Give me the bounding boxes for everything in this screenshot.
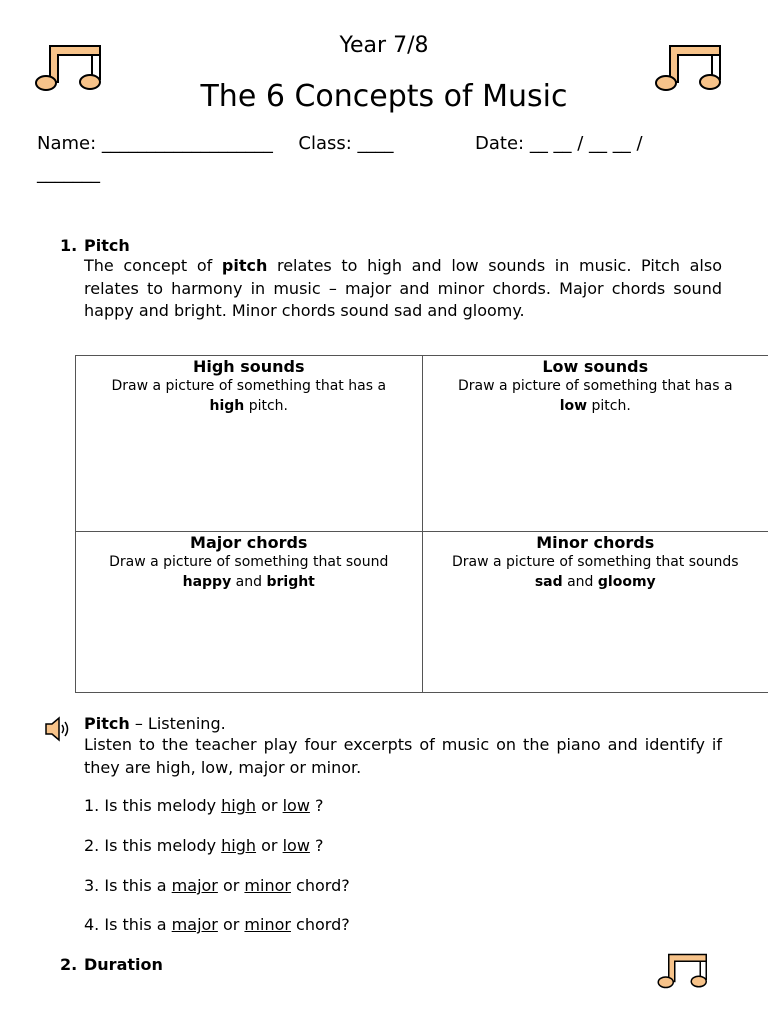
answer-option[interactable]: low (282, 836, 310, 855)
name-label: Name: (37, 133, 97, 154)
listening-instructions: Listen to the teacher play four excerpts of music on the piano and identify if they are high, low, major or minor. (84, 735, 722, 777)
music-note-icon (656, 950, 710, 992)
answer-option[interactable]: high (221, 836, 257, 855)
cell-bold: happy (182, 574, 232, 590)
cell-instructions (80, 376, 418, 416)
page-title: The 6 Concepts of Music (200, 79, 568, 114)
date-label: Date: (475, 133, 525, 154)
question-text: ? (309, 836, 324, 855)
question (84, 876, 350, 895)
section-number: 2. (60, 955, 78, 974)
listening-bold: Pitch (84, 714, 130, 733)
student-info-line (37, 133, 643, 154)
pitch-desc-text: The concept of (84, 256, 222, 275)
answer-option[interactable]: high (221, 796, 257, 815)
cell-bold: low (559, 398, 588, 414)
cell-bold: gloomy (597, 574, 656, 590)
cell-text: Draw a picture of something that has a (457, 378, 733, 394)
listening-heading (84, 714, 226, 733)
answer-option[interactable]: minor (244, 876, 291, 895)
question-text: 3. Is this a (84, 876, 172, 895)
listening-rest: – Listening. (129, 714, 226, 733)
class-blank: ____ (357, 133, 394, 154)
year-heading: Year 7/8 (339, 33, 429, 58)
speaker-icon[interactable] (44, 716, 72, 742)
answer-option[interactable]: low (282, 796, 310, 815)
drawing-grid (75, 355, 768, 693)
cell-bold: sad (534, 574, 563, 590)
section-title-pitch: Pitch (84, 236, 130, 255)
date-blank: __ __ / __ __ / (529, 133, 643, 154)
cell-text: pitch. (587, 398, 631, 414)
cell-instructions (80, 552, 418, 592)
cell-text: and (231, 574, 267, 590)
section-title-duration: Duration (84, 955, 163, 974)
date-year-blank: _______ (37, 163, 100, 184)
question (84, 836, 324, 855)
minor-chords-cell[interactable] (422, 532, 768, 693)
answer-option[interactable]: minor (244, 915, 291, 934)
cell-bold: high (209, 398, 245, 414)
question-text: 2. Is this melody (84, 836, 222, 855)
major-chords-cell[interactable] (76, 532, 423, 693)
pitch-description (84, 255, 722, 323)
question-text: chord? (290, 876, 350, 895)
high-sounds-cell[interactable] (76, 356, 423, 532)
question-text: or (256, 796, 283, 815)
answer-option[interactable]: major (171, 876, 218, 895)
cell-text: and (562, 574, 598, 590)
question (84, 796, 324, 815)
question-text: 4. Is this a (84, 915, 172, 934)
cell-text: pitch. (244, 398, 288, 414)
class-label: Class: (298, 133, 352, 154)
question-text: or (217, 915, 245, 934)
cell-text: Draw a picture of something that has a (111, 378, 387, 394)
cell-text: Draw a picture of something that sound (109, 554, 389, 570)
cell-instructions (427, 552, 765, 592)
question-text: chord? (290, 915, 350, 934)
question-text: or (256, 836, 283, 855)
cell-title: Major chords (190, 533, 308, 552)
cell-title: Low sounds (542, 357, 649, 376)
pitch-desc-text: relates to high and low sounds in music. Pitch also relates to harmony in music – major and minor chords. Major chords sound happy and bright. Minor chords sound sad and gloomy. (84, 256, 723, 320)
question-text: ? (309, 796, 324, 815)
cell-title: High sounds (192, 357, 305, 376)
answer-option[interactable]: major (171, 915, 218, 934)
question (84, 915, 350, 934)
cell-instructions (427, 376, 765, 416)
cell-text: Draw a picture of something that sounds (451, 554, 739, 570)
section-number: 1. (60, 236, 78, 255)
question-text: 1. Is this melody (84, 796, 222, 815)
pitch-desc-bold: pitch (221, 256, 268, 275)
cell-bold: bright (266, 574, 315, 590)
name-blank: ___________________ (101, 133, 273, 154)
question-text: or (217, 876, 245, 895)
low-sounds-cell[interactable] (422, 356, 768, 532)
cell-title: Minor chords (536, 533, 655, 552)
